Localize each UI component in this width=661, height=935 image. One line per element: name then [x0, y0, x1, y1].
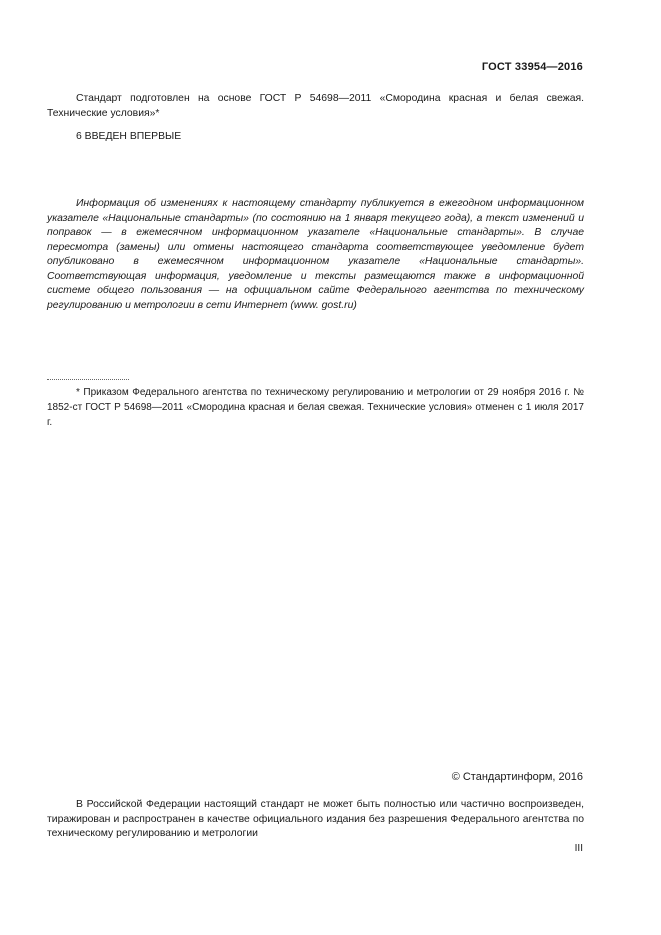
copyright-line: © Стандартинформ, 2016	[451, 771, 583, 783]
footnote-separator	[47, 379, 129, 380]
reproduction-notice: В Российской Федерации настоящий стандарт не может быть полностью или частично воспроизведен, тиражирован и распространен в качестве официального издания без разрешения Федерального агентства по техническому регулированию и метрологии	[47, 799, 584, 839]
introduced-paragraph: 6 ВВЕДЕН ВПЕРВЫЕ	[76, 131, 182, 142]
page-number: III	[574, 843, 583, 854]
basis-paragraph: Стандарт подготовлен на основе ГОСТ Р 54698—2011 «Смородина красная и белая свежая. Технические условия»*	[47, 93, 584, 119]
changes-information-notice: Информация об изменениях к настоящему стандарту публикуется в ежегодном информационном указателе «Национальные стандарты» (по состоянию на 1 января текущего года), а текст изменений и поправок — в ежемесячном информационном указателе «Национальные стандарты». В случае пересмотра (замены) или отмены настоящего стандарта соответствующее уведомление будет опубликовано в ежемесячном информационном указателе «Национальные стандарты». Соответствующая информация, уведомление и тексты размещаются также в информационной системе общего пользования — на официальном сайте Федерального агентства по техническому регулированию и метрологии в сети Интернет (www. gost.ru)	[47, 198, 584, 311]
document-code: ГОСТ 33954—2016	[481, 61, 583, 73]
footnote-text: * Приказом Федерального агентства по техническому регулированию и метрологии от 29 ноября 2016 г. № 1852-ст ГОСТ Р 54698—2011 «Смородина красная и белая свежая. Технические условия» отменен с 1 июля 2017 г.	[47, 387, 584, 428]
